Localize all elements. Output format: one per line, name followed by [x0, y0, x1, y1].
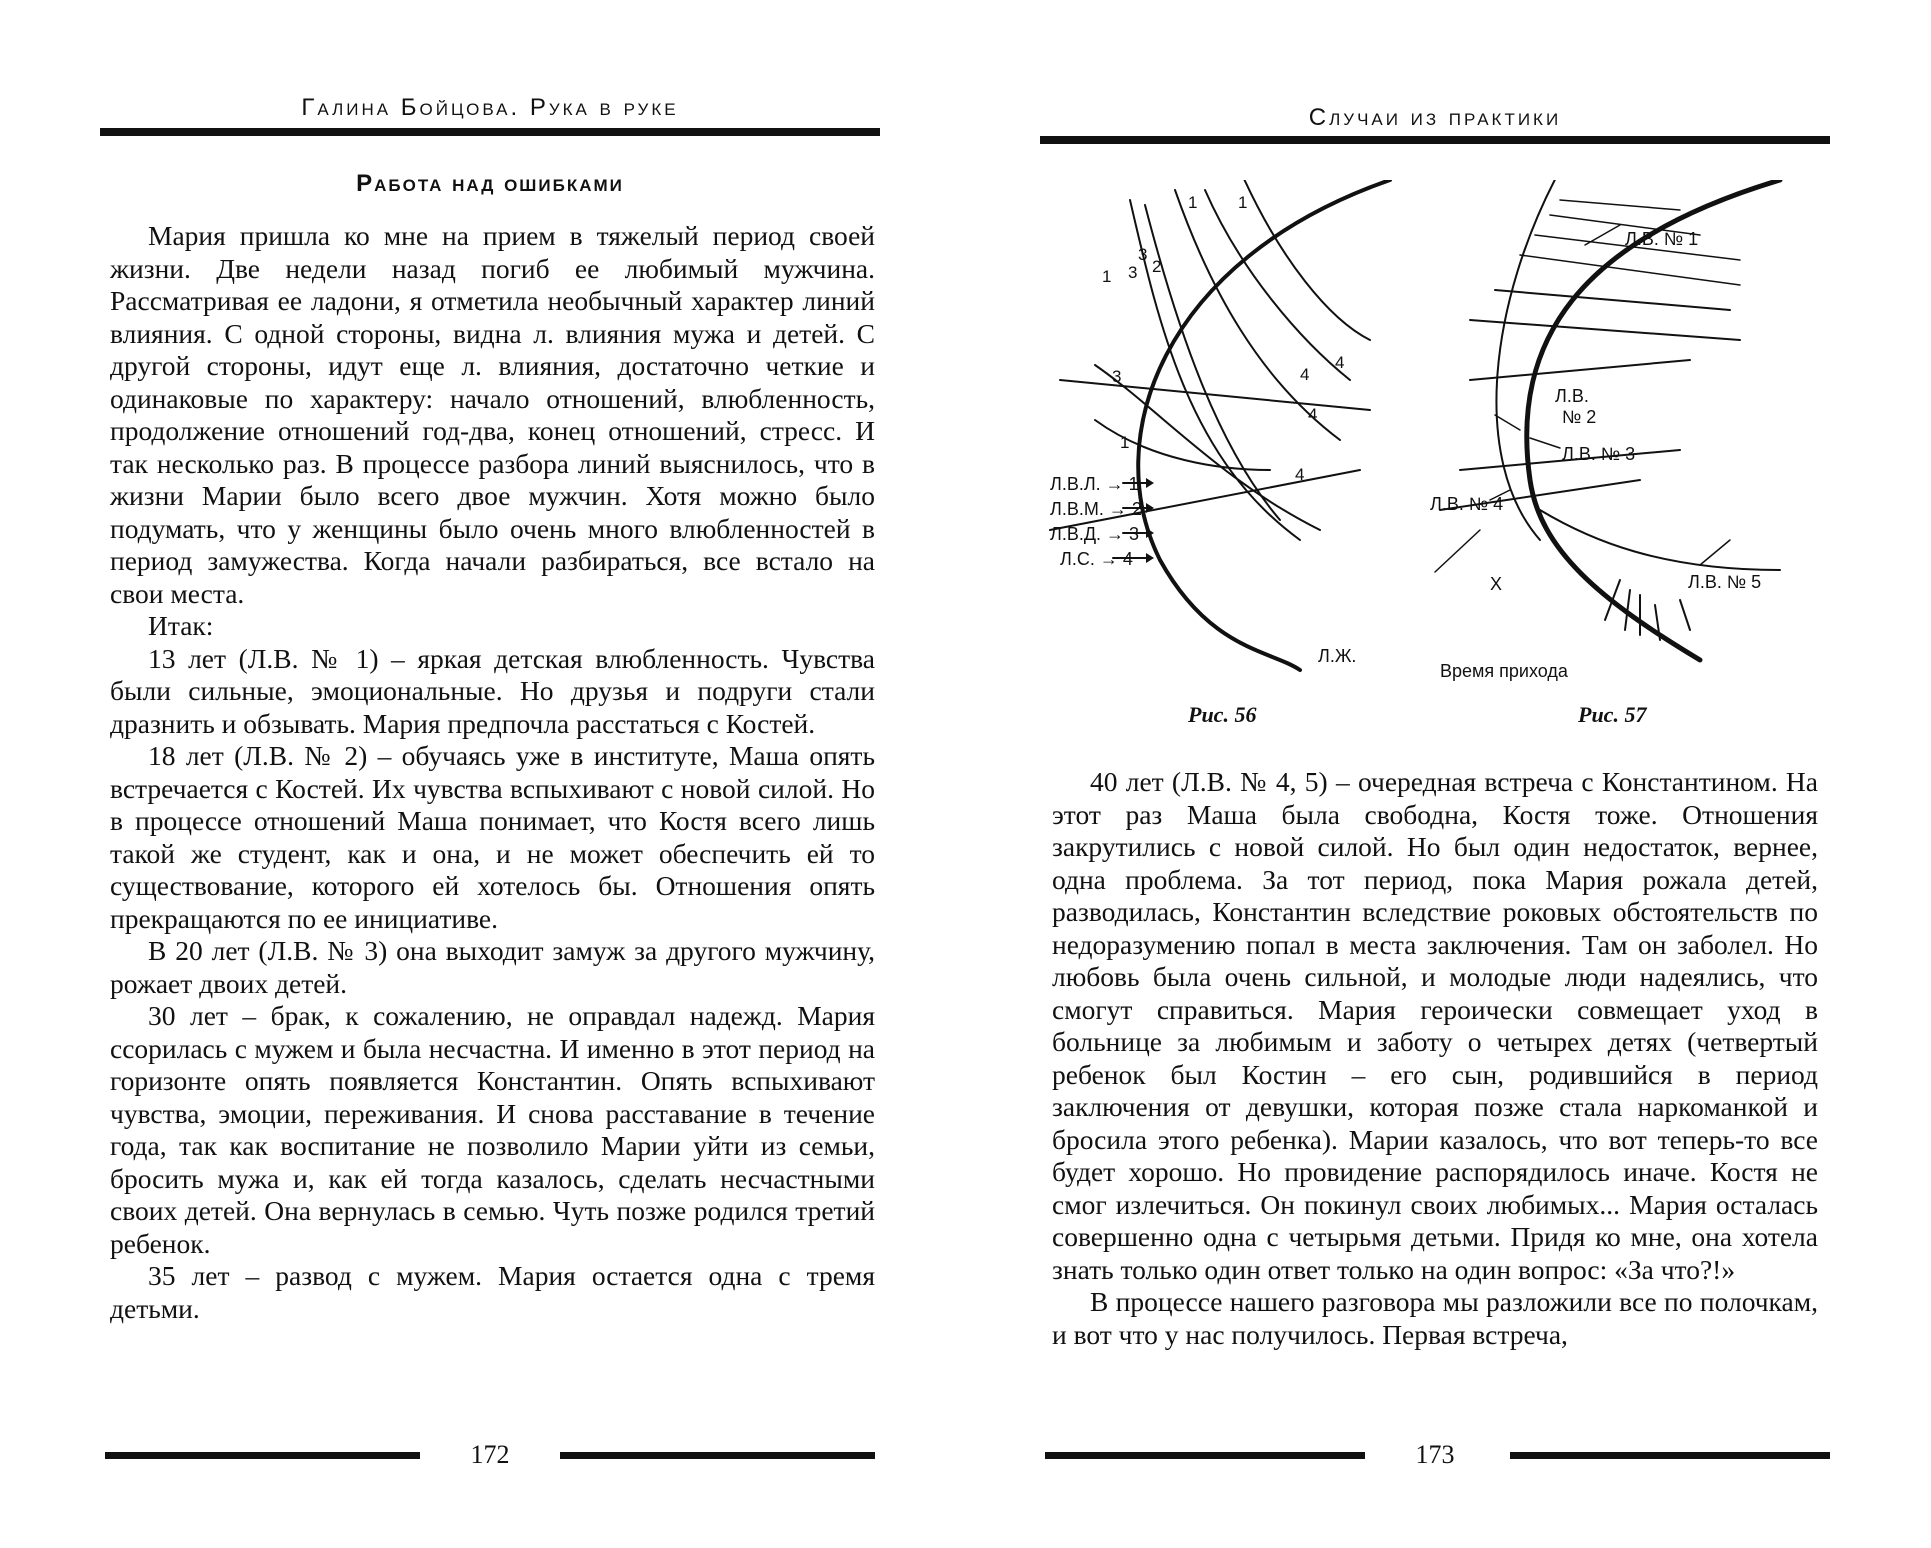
paragraph: 30 лет – брак, к сожалению, не оправдал надежд. Мария ссорилась с мужем и была несчастна. И именно в этот период на горизонте опять появляется Константин. Опять вспыхивают чувства, эмоции, переживания. И снова расставание в течение года, так как воспитание не позволило Марии уйти из семьи, бросить мужа и, как ей тогда казалось, сделать несчастными своих детей. Она вернулась в семью. Чуть позже родился третий ребенок.	[110, 1000, 875, 1259]
figure-caption: Рис. 56	[1188, 702, 1257, 727]
fig57-label: Л.В. № 1	[1625, 229, 1699, 249]
fig56-num: 4	[1308, 405, 1318, 424]
fig56-num: 3	[1112, 367, 1122, 386]
right-body-text	[1052, 766, 1818, 1351]
footer-rule	[1510, 1452, 1830, 1459]
fig57-label: Л.В.	[1555, 386, 1589, 406]
heart-arc	[1496, 180, 1560, 540]
legend-item: Л.В.Д. → 3	[1050, 524, 1140, 544]
influence-line	[1520, 255, 1740, 285]
pointer-line	[1435, 530, 1480, 572]
legend-item: Л.В.М. → 2	[1050, 499, 1142, 519]
life-line-arc	[1138, 180, 1390, 670]
legend-item: Л.С. → 4	[1060, 549, 1133, 569]
paragraph: 13 лет (Л.В. № 1) – яркая детская влюбленность. Чувства были сильные, эмоциональные. Но друзья и подруги стали дразнить и обзывать. Мария предпочла расстаться с Костей.	[110, 642, 875, 739]
fig57-label: Л.В. № 5	[1688, 572, 1762, 592]
section-title: Работа над ошибками	[356, 170, 624, 197]
fig56-num: 3	[1138, 245, 1148, 264]
fig56-num: 4	[1295, 465, 1305, 484]
paragraph: 35 лет – развод с мужем. Мария остается одна с тремя детьми.	[110, 1260, 875, 1324]
footer-rule	[560, 1452, 875, 1459]
fig56-num: 2	[1152, 257, 1162, 276]
fig56-num: 1	[1188, 193, 1198, 212]
fig56-num: 3	[1128, 263, 1138, 282]
fig56-num: 1	[1102, 267, 1112, 286]
legend-item: Л.В.Л. → 1	[1050, 474, 1139, 494]
fig57-label: X	[1490, 574, 1503, 594]
paragraph: В процессе нашего разговора мы разложили все по полочкам, и вот что у нас получилось. Первая встреча,	[1052, 1286, 1818, 1350]
running-head-right: Случаи из практики	[1308, 104, 1562, 131]
fig57-label: Л.В. № 3	[1562, 444, 1636, 464]
running-head-left: Галина Бойцова. Рука в руке	[301, 94, 679, 121]
paragraph: Мария пришла ко мне на прием в тяжелый период своей жизни. Две недели назад погиб ее любимый мужчина. Рассматривая ее ладони, я отметила необычный характер линий влияния. С одной стороны, видна л. влияния мужа и детей. С другой стороны, идут еще л. влияния, достаточно четкие и одинаковые по характеру: начало отношений, влюбленность, продолжение отношений год-два, конец отношений, стресс. И так несколько раз. В процессе разбора линий выяснилось, что в жизни Марии было всего двое мужчин. Хотя можно было подумать, что у женщины было очень много влюбленностей в период замужества. Когда начали разбираться, все встало на свои места.	[110, 220, 875, 609]
life-line-label: Л.Ж.	[1318, 646, 1357, 666]
fig56-num: 1	[1120, 433, 1130, 452]
pointer-line	[1530, 438, 1560, 448]
fig56-num: 4	[1300, 365, 1310, 384]
influence-line	[1495, 290, 1730, 310]
page-footer-left	[100, 1440, 880, 1470]
fig56-num: 1	[1238, 193, 1248, 212]
influence-line	[1540, 510, 1780, 570]
page-number: 172	[470, 1440, 510, 1469]
fig57-label: Время прихода	[1440, 661, 1568, 681]
palm-lines-diagram	[1040, 180, 1830, 750]
influence-line	[1560, 200, 1680, 210]
figure-caption: Рис. 57	[1578, 702, 1647, 727]
fig57-label: Л.В. № 4	[1430, 494, 1504, 514]
influence-line	[1060, 380, 1370, 410]
influence-line	[1205, 190, 1350, 380]
influence-line	[1130, 200, 1300, 540]
pointer-line	[1495, 415, 1520, 430]
influence-line	[1470, 360, 1690, 380]
page-footer-right	[1040, 1440, 1830, 1470]
fig57-label: № 2	[1562, 407, 1597, 427]
header-rule-left	[100, 128, 880, 136]
arrow-head	[1146, 553, 1154, 563]
right-page	[1040, 0, 1830, 1548]
left-page	[100, 0, 880, 1548]
fig56-num: 4	[1335, 353, 1345, 372]
time-mark	[1680, 600, 1690, 630]
palm-figures	[1040, 180, 1830, 750]
pointer-line	[1700, 540, 1730, 565]
influence-line	[1175, 190, 1340, 440]
influence-line	[1470, 320, 1740, 340]
left-body-text	[110, 220, 875, 1325]
arrow-head	[1146, 478, 1154, 488]
paragraph: 40 лет (Л.В. № 4, 5) – очередная встреча с Константином. На этот раз Маша была свободна, Костя тоже. Отношения закрутились с новой силой. Но был один недостаток, вернее, одна проблема. За тот период, пока Мария рожала детей, разводилась, Константин вследствие роковых обстоятельств по недоразумению попал в места заключения. Там он заболел. Но любовь была очень сильной, и молодые люди надеялись, что смогут справиться. Мария героически совмещает уход в больнице за любимым и заботу о четырех детях (четвертый ребенок был Костин – его сын, родившийся в период заключения от девушки, которая позже стала наркоманкой и бросила этого ребенка). Марии казалось, что вот теперь-то все будет хорошо. Но провидение распорядилось иначе. Костя не смог излечиться. Он покинул своих любимых... Мария осталась совершенно одна с четырьмя детьми. Придя ко мне, она хотела знать только один ответ только на один вопрос: «За что?!»	[1052, 766, 1818, 1285]
paragraph: Итак:	[148, 610, 214, 641]
paragraph: В 20 лет (Л.В. № 3) она выходит замуж за другого мужчину, рожает двоих детей.	[110, 935, 875, 999]
influence-line	[1145, 205, 1280, 520]
paragraph: 18 лет (Л.В. № 2) – обучаясь уже в институте, Маша опять встречается с Костей. Их чувства вспыхивают с новой силой. Но в процессе отношений Маша понимает, что Костя всего лишь такой же студент, как и она, и не может обеспечить ей то существование, которого ей хотелось бы. Отношения опять прекращаются по ее инициативе.	[110, 740, 875, 934]
pointer-line	[1585, 225, 1620, 245]
page-number: 173	[1415, 1440, 1455, 1469]
header-rule-right	[1040, 136, 1830, 144]
influence-line	[1240, 180, 1370, 340]
